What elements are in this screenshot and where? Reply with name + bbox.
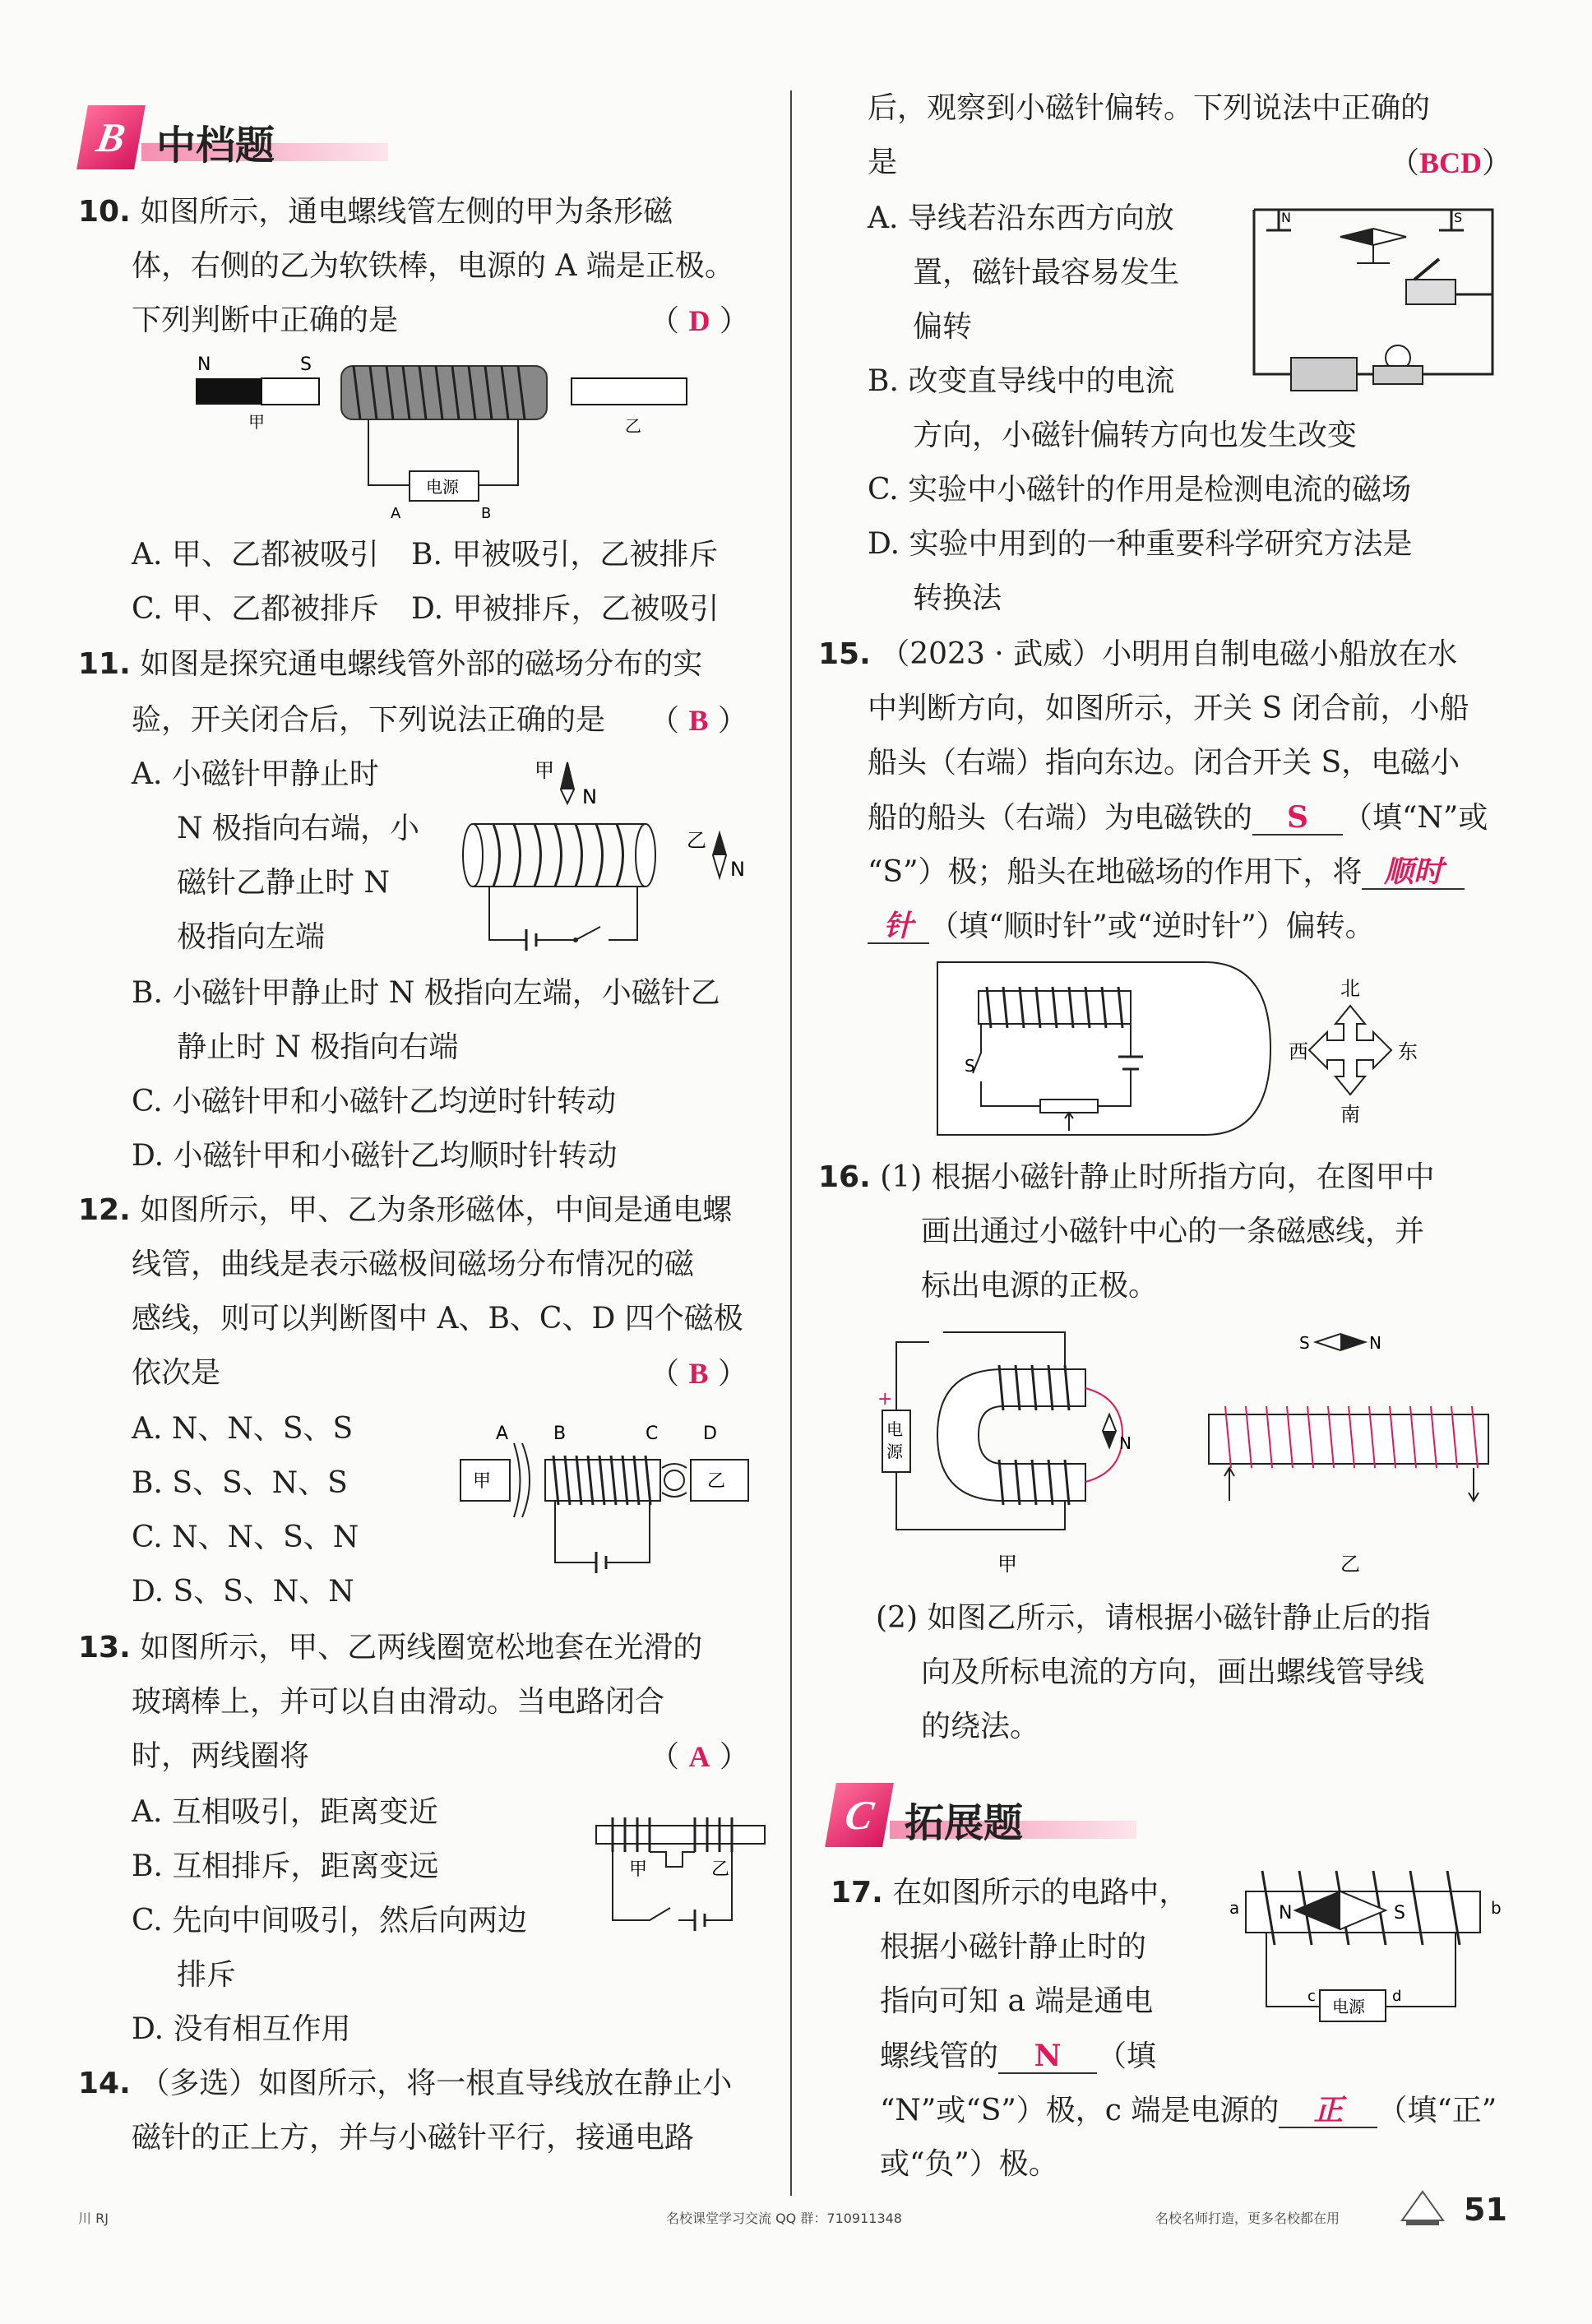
q15-compass-rose bbox=[1309, 1006, 1391, 1095]
q17-line-2: 根据小磁针静止时的 bbox=[880, 1930, 1147, 1964]
q15-fig-west: 西 bbox=[1289, 1040, 1308, 1063]
q13-option-b: B. 互相排斥，距离变远 bbox=[132, 1849, 439, 1883]
q16-fig-power2: 源 bbox=[886, 1442, 903, 1461]
q17-number: 17. bbox=[831, 1876, 883, 1910]
q17-figure bbox=[1229, 1854, 1509, 2031]
q17-text-5a: “N”或“S”）极，c 端是电源的 bbox=[880, 2094, 1280, 2127]
q14-option-a-3: 偏转 bbox=[913, 310, 973, 344]
q15-text-4a: 船的船头（右端）为电磁铁的 bbox=[868, 801, 1253, 835]
q11-option-b-1: B. 小磁针甲静止时 N 极指向左端，小磁针乙 bbox=[132, 976, 720, 1010]
q14-option-a-2: 置，磁针最容易发生 bbox=[913, 256, 1180, 289]
q11-fig-n2: N bbox=[730, 858, 745, 881]
q11-option-b-2: 静止时 N 极指向右端 bbox=[177, 1030, 459, 1064]
q13-number: 13. bbox=[78, 1631, 131, 1664]
q11-coil bbox=[493, 824, 623, 887]
q12-option-c: C. N、N、S、N bbox=[132, 1521, 359, 1554]
q11-fig-jia: 甲 bbox=[535, 759, 554, 782]
q13-answer-bracket: （ A ） bbox=[650, 1740, 749, 1774]
q11-fig-yi: 乙 bbox=[687, 829, 706, 852]
q12-number: 12. bbox=[78, 1193, 131, 1227]
q12-fig-c: C bbox=[646, 1424, 659, 1444]
q15-fig-east: 东 bbox=[1398, 1040, 1418, 1063]
footer-edition: 川 RJ bbox=[78, 2211, 109, 2226]
q13-fig-yi: 乙 bbox=[711, 1859, 730, 1880]
q10-magnet-jia-s bbox=[261, 378, 319, 405]
q10-answer: D bbox=[688, 304, 710, 337]
q10-line-2: 体，右侧的乙为软铁棒，电源的 A 端是正极。 bbox=[132, 249, 734, 283]
q12-fig-a: A bbox=[496, 1424, 509, 1444]
q15-fill-2a: 顺时 bbox=[1362, 855, 1465, 890]
q13-glass-rod bbox=[596, 1826, 765, 1844]
q14-option-c: C. 实验中小磁针的作用是检测电流的磁场 bbox=[868, 473, 1412, 507]
q15-fig-s: S bbox=[965, 1056, 975, 1076]
q11-solenoid-left bbox=[463, 824, 483, 887]
q12-answer: B bbox=[688, 1357, 709, 1390]
q16-yi-current-in bbox=[1224, 1468, 1234, 1501]
q12-wire bbox=[555, 1501, 650, 1562]
q13-fig-jia: 甲 bbox=[629, 1859, 648, 1880]
q12-fig-b: B bbox=[553, 1424, 567, 1444]
q14-switch bbox=[1406, 280, 1455, 304]
section-b-title: 中档题 bbox=[156, 123, 275, 169]
footer-logo-icon bbox=[1394, 2183, 1451, 2229]
section-b-banner bbox=[82, 105, 411, 175]
q12-battery bbox=[596, 1552, 606, 1573]
q10-fig-power: 电源 bbox=[426, 477, 459, 497]
q16-yi-current-out bbox=[1469, 1468, 1479, 1501]
q15-figure bbox=[933, 958, 1443, 1143]
q15-line-3: 船头（右端）指向东边。闭合开关 S，电磁小 bbox=[868, 746, 1460, 780]
q10-answer-bracket: （ D ） bbox=[650, 304, 749, 338]
q10-fig-a: A bbox=[391, 505, 401, 522]
q16-fig-jia: 甲 bbox=[997, 1553, 1017, 1576]
q10-fig-yi: 乙 bbox=[625, 416, 641, 436]
q14-fig-n: N bbox=[1281, 210, 1291, 225]
q14-line-1 bbox=[78, 2067, 732, 2100]
q15-rheostat bbox=[1040, 1100, 1098, 1113]
q16-p1-line-2: 画出通过小磁针中心的一条磁感线，并 bbox=[921, 1215, 1425, 1248]
q13-option-c-1: C. 先向中间吸引，然后向两边 bbox=[132, 1904, 528, 1937]
q16-p2-line-1: (2) 如图乙所示，请根据小磁针静止后的指 bbox=[876, 1601, 1431, 1635]
q11-text-1: 如图是探究通电螺线管外部的磁场分布的实 bbox=[140, 647, 703, 681]
q11-option-a-3: 磁针乙静止时 N bbox=[177, 866, 390, 900]
q10-fig-jia: 甲 bbox=[248, 412, 265, 432]
q16-p2-line-3: 的绕法。 bbox=[921, 1710, 1040, 1743]
q16-fig-plus: + bbox=[877, 1389, 893, 1410]
q14-option-d-1: D. 实验中用到的一种重要科学研究方法是 bbox=[868, 527, 1413, 561]
q17-fig-d: d bbox=[1392, 1988, 1402, 2005]
q10-option-c: C. 甲、乙都被排斥 bbox=[132, 592, 380, 626]
q17-text-5b: （填“正” bbox=[1377, 2094, 1497, 2127]
q16-fig-s: S bbox=[1299, 1333, 1310, 1353]
q11-switch-point bbox=[573, 937, 578, 942]
q17-fig-c: c bbox=[1307, 1988, 1316, 2005]
q15-text-1: （2023 · 武威）小明用自制电磁小船放在水 bbox=[880, 637, 1458, 671]
q13-answer: A bbox=[688, 1740, 710, 1773]
q16-p1-line-3: 标出电源的正极。 bbox=[921, 1269, 1159, 1303]
section-c-title: 拓展题 bbox=[905, 1800, 1024, 1846]
q14-battery-box bbox=[1291, 358, 1357, 391]
q17-text-4b: （填 bbox=[1097, 2039, 1157, 2073]
q10-fig-s: S bbox=[300, 354, 312, 375]
q15-text-5a: “S”）极；船头在地磁场的作用下，将 bbox=[868, 855, 1363, 889]
q16-fig-n2: N bbox=[1369, 1333, 1381, 1353]
section-b-letter: B bbox=[76, 105, 146, 169]
q10-magnet-jia-n bbox=[196, 378, 261, 405]
q17-line-3: 指向可知 a 端是通电 bbox=[880, 1984, 1154, 2018]
section-c-letter: C bbox=[825, 1783, 894, 1847]
q16-p1-text-1: (1) 根据小磁针静止时所指方向，在图甲中 bbox=[880, 1160, 1435, 1194]
q12-option-a: A. N、N、S、S bbox=[132, 1412, 354, 1446]
q16-p2-line-2: 向及所标电流的方向，画出螺线管导线 bbox=[921, 1655, 1425, 1689]
q10-figure bbox=[189, 350, 699, 522]
q11-option-a-2: N 极指向右端，小 bbox=[177, 812, 419, 845]
q10-option-d: D. 甲被排斥，乙被吸引 bbox=[411, 592, 720, 626]
q13-line-2: 玻璃棒上，并可以自由滑动。当电路闭合 bbox=[132, 1685, 665, 1719]
q14-option-b-1: B. 改变直导线中的电流 bbox=[868, 364, 1175, 398]
q16-fig-n: N bbox=[1119, 1433, 1132, 1453]
q17-text-4a: 螺线管的 bbox=[880, 2039, 999, 2073]
q14-number: 14. bbox=[78, 2067, 131, 2100]
q14-option-d-2: 转换法 bbox=[913, 581, 1002, 615]
q16-figure bbox=[876, 1324, 1501, 1579]
column-divider bbox=[790, 90, 792, 2196]
q10-number: 10. bbox=[78, 195, 131, 229]
q15-line-1 bbox=[818, 638, 1457, 671]
q11-option-a-4: 极指向左端 bbox=[177, 920, 326, 954]
q14-line-4: 是 bbox=[868, 146, 898, 179]
q15-fill-2b: 针 bbox=[868, 910, 929, 944]
page-number: 51 bbox=[1464, 2192, 1507, 2228]
q15-fill-1: S bbox=[1252, 801, 1343, 836]
q11-option-c: C. 小磁针甲和小磁针乙均逆时针转动 bbox=[132, 1085, 617, 1118]
q10-text-1: 如图所示，通电螺线管左侧的甲为条形磁 bbox=[140, 195, 673, 229]
q17-line-4 bbox=[880, 2039, 1156, 2074]
q11-battery bbox=[526, 929, 536, 951]
q11-answer-bracket: （ B ） bbox=[650, 704, 747, 738]
q15-line-6 bbox=[868, 910, 1375, 944]
q10-option-a: A. 甲、乙都被吸引 bbox=[132, 538, 379, 572]
q17-fig-b: b bbox=[1491, 1898, 1502, 1918]
q11-line-2: 验，开关闭合后，下列说法正确的是 bbox=[132, 703, 606, 737]
q12-option-b: B. S、S、N、S bbox=[132, 1466, 348, 1500]
q15-line-5 bbox=[868, 855, 1465, 890]
q16-fig-yi: 乙 bbox=[1340, 1553, 1360, 1576]
q16-fig-power1: 电 bbox=[886, 1419, 903, 1439]
q13-line-3: 时，两线圈将 bbox=[132, 1739, 310, 1773]
q11-line-1 bbox=[78, 648, 702, 681]
q12-fig-yi: 乙 bbox=[707, 1471, 726, 1492]
q14-option-a-1: A. 导线若沿东西方向放 bbox=[868, 201, 1174, 235]
q16-u-magnet bbox=[937, 1369, 1085, 1501]
q14-figure bbox=[1242, 197, 1505, 403]
q17-fig-a: a bbox=[1229, 1898, 1240, 1918]
q11-wire bbox=[489, 887, 637, 940]
q15-number: 15. bbox=[818, 637, 871, 671]
q13-option-c-2: 排斥 bbox=[177, 1958, 237, 1992]
q17-fig-power: 电源 bbox=[1332, 1997, 1365, 2016]
q14-fig-s: S bbox=[1454, 210, 1463, 225]
q12-line-4: 依次是 bbox=[132, 1356, 221, 1390]
q13-text-1: 如图所示，甲、乙两线圈宽松地套在光滑的 bbox=[140, 1631, 703, 1664]
q14-answer-bracket: （BCD） bbox=[1390, 146, 1512, 180]
q17-line-6: 或“负”）极。 bbox=[880, 2147, 1058, 2181]
q15-line-2: 中判断方向，如图所示，开关 S 闭合前，小船 bbox=[868, 692, 1469, 725]
q12-figure bbox=[456, 1419, 769, 1583]
q10-line-3: 下列判断中正确的是 bbox=[132, 303, 399, 337]
q15-text-4b: （填“N”或 bbox=[1343, 801, 1488, 835]
q10-line-1 bbox=[78, 196, 673, 229]
q13-option-a: A. 互相吸引，距离变近 bbox=[132, 1795, 438, 1829]
q12-line-3: 感线，则可以判断图中 A、B、C、D 四个磁极 bbox=[132, 1302, 743, 1336]
q11-fig-n1: N bbox=[582, 785, 597, 808]
q17-text-1: 在如图所示的电路中， bbox=[892, 1876, 1189, 1910]
q17-fig-n: N bbox=[1279, 1903, 1293, 1924]
q15-fig-south: 南 bbox=[1340, 1103, 1360, 1126]
q10-fig-b: B bbox=[481, 505, 492, 522]
q13-line-1 bbox=[78, 1632, 702, 1664]
q12-line-2: 线管，曲线是表示磁极间磁场分布情况的磁 bbox=[132, 1248, 695, 1281]
q12-fig-d: D bbox=[703, 1424, 717, 1444]
q11-figure bbox=[460, 752, 773, 954]
q11-answer: B bbox=[688, 704, 709, 737]
q11-option-d: D. 小磁针甲和小磁针乙均顺时针转动 bbox=[132, 1139, 618, 1173]
q10-option-b: B. 甲被吸引，乙被排斥 bbox=[411, 538, 719, 572]
q14-line-3: 后，观察到小磁针偏转。下列说法中正确的 bbox=[868, 91, 1431, 125]
q12-option-d: D. S、S、N、N bbox=[132, 1575, 354, 1609]
q12-field-left bbox=[514, 1443, 530, 1517]
q12-answer-bracket: （ B ） bbox=[650, 1357, 747, 1391]
q17-fig-s: S bbox=[1394, 1903, 1405, 1924]
q12-line-1 bbox=[78, 1194, 732, 1227]
section-c-banner bbox=[831, 1783, 1159, 1853]
q14-bulb-base bbox=[1373, 366, 1423, 384]
footer-center: 名校课堂学习交流 QQ 群：710911348 bbox=[666, 2211, 902, 2226]
q12-text-1: 如图所示，甲、乙为条形磁体，中间是通电螺 bbox=[140, 1193, 733, 1227]
q16-line-1 bbox=[818, 1161, 1435, 1194]
q14-text-1: （多选）如图所示，将一根直导线放在静止小 bbox=[140, 2067, 733, 2100]
q15-text-6b: （填“顺时针”或“逆时针”）偏转。 bbox=[929, 910, 1375, 943]
q14-option-b-2: 方向，小磁针偏转方向也发生改变 bbox=[913, 419, 1358, 452]
q11-number: 11. bbox=[78, 647, 131, 681]
q12-fig-jia: 甲 bbox=[473, 1471, 492, 1492]
q14-line-2: 磁针的正上方，并与小磁针平行，接通电路 bbox=[132, 2121, 695, 2155]
q11-option-a-1: A. 小磁针甲静止时 bbox=[132, 757, 379, 791]
q15-fig-north: 北 bbox=[1340, 977, 1360, 1000]
q17-line-5 bbox=[880, 2094, 1497, 2128]
q14-answer: BCD bbox=[1419, 146, 1483, 179]
q10-fig-n: N bbox=[197, 354, 211, 375]
q10-rod-yi bbox=[572, 378, 687, 405]
q13-battery bbox=[695, 1910, 705, 1931]
q13-option-d: D. 没有相互作用 bbox=[132, 2012, 351, 2046]
q17-fill-2: 正 bbox=[1279, 2094, 1377, 2128]
footer-right: 名校名师打造，更多名校都在用 bbox=[1155, 2211, 1340, 2226]
q17-line-1 bbox=[831, 1877, 1188, 1910]
q16-number: 16. bbox=[818, 1160, 871, 1194]
q17-fill-1: N bbox=[998, 2039, 1097, 2074]
q15-line-4 bbox=[868, 801, 1488, 836]
q13-figure bbox=[592, 1805, 773, 1937]
